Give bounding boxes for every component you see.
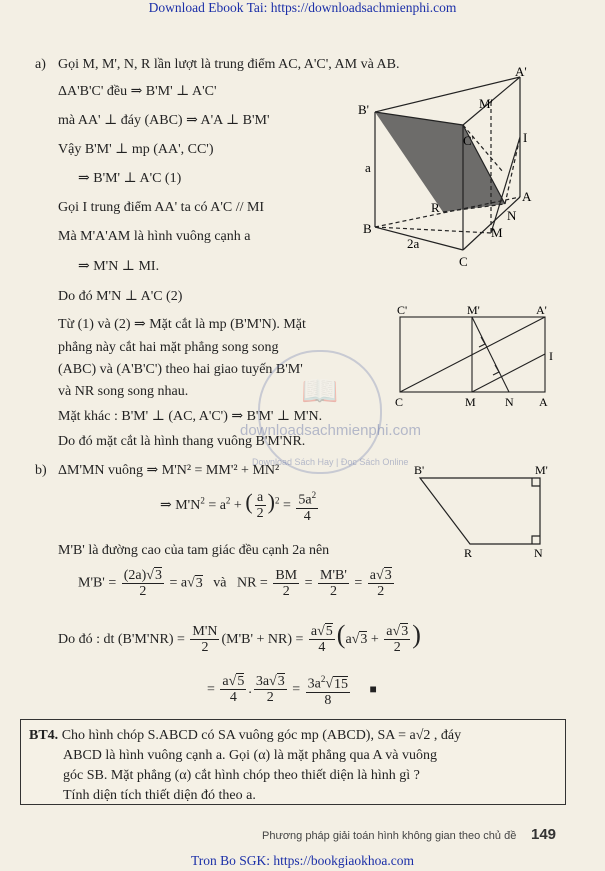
part-a-line-1: Gọi M, M', N, R lần lượt là trung điểm AC, A'C', AM và AB. (58, 57, 400, 72)
cross-section-shaded (375, 112, 505, 212)
bt4-line-4: Tính diện tích thiết diện đó theo a. (63, 788, 256, 803)
fig1-label-B1: B' (358, 102, 370, 117)
fig1-label-M: M (491, 225, 503, 240)
watermark-tagline: Download Sách Hay | Đọc Sách Online (252, 457, 409, 467)
page-number: 149 (531, 826, 557, 843)
fig2-label-N: N (505, 395, 514, 409)
bt4-label: BT4. (29, 728, 59, 743)
fig1-label-I: I (523, 130, 528, 145)
part-a-line-5: ⇒ B'M' ⊥ A'C (1) (78, 171, 182, 186)
part-a-line-10: Từ (1) và (2) ⇒ Mặt cắt là mp (B'M'N). Mặt (58, 317, 306, 332)
fig3-label-N: N (534, 546, 543, 560)
fig1-label-A1: A' (515, 64, 527, 79)
fig1-label-2a: 2a (407, 236, 420, 251)
part-a-line-9: Do đó M'N ⊥ A'C (2) (58, 289, 183, 304)
part-a-line-6: Gọi I trung điểm AA' ta có A'C // MI (58, 200, 265, 215)
part-a-line-13: và NR song song nhau. (58, 384, 189, 399)
fig1-label-M1: M' (479, 96, 493, 111)
bt4-line-2: ABCD là hình vuông cạnh a. Gọi (α) là mặt phẳng qua A và vuông (63, 748, 437, 763)
footer-title: Phương pháp giải toán hình không gian theo chủ đề (262, 830, 517, 842)
book-icon: 📖 (301, 375, 339, 408)
fig3-label-R: R (464, 546, 473, 560)
part-a-line-11: phẳng này cắt hai mặt phẳng song song (58, 340, 279, 355)
fig1-label-a: a (365, 160, 371, 175)
part-a-line-15: Do đó mặt cắt là hình thang vuông B'M'NR. (58, 434, 306, 449)
part-b-equation-2: ⇒ $M'N^2 = a^2$ + ( $\frac{a}{2}$ )$^2$ = $\frac{5a^2}{4}$ (160, 489, 317, 524)
bt4-line-1 (29, 726, 557, 746)
part-b-label: b) (35, 463, 47, 478)
part-b-equation-5: Do đó : dt (B'M'NR) = $\frac{M'N}{2}$ (M'B' + NR) = $\frac{a√5}{4}$ (a√3 + $\frac{a√3}{2}$ ) (58, 620, 421, 656)
fig2-label-C: C (395, 395, 404, 409)
fig1-label-C: C (459, 254, 468, 269)
fig1-label-B: B (363, 221, 372, 236)
prism-figure (355, 62, 580, 270)
part-b-line-1: ΔM'MN vuông ⇒ M'N² = MM'² + MN² (58, 463, 280, 478)
fig3-label-M1: M' (535, 463, 548, 477)
rectangle-figure (385, 302, 565, 412)
part-a-line-12: (ABC) và (A'B'C') theo hai giao tuyến B'M' (58, 362, 303, 377)
trapezoid-figure (410, 460, 560, 560)
fig1-label-C1: C' (463, 133, 475, 148)
part-a-label: a) (35, 57, 46, 72)
fig1-label-A: A (522, 189, 532, 204)
fig2-label-C1: C' (397, 303, 408, 317)
part-b-line-3: M'B' là đường cao của tam giác đều cạnh 2a nên (58, 543, 330, 558)
fig3-label-B1: B' (414, 463, 425, 477)
bt4-line-3: góc SB. Mặt phẳng (α) cắt hình chóp theo thiết diện là hình gì ? (63, 768, 420, 783)
part-a-line-7: Mà M'A'AM là hình vuông cạnh a (58, 229, 251, 244)
footer-download-link[interactable]: Tron Bo SGK: https://bookgiaokhoa.com (190, 853, 414, 868)
part-b-equation-6: = $\frac{a√5}{4}$ . $\frac{3a√3}{2}$ = $\frac{3a^2√15}{8}$ ■ (207, 674, 377, 708)
fig2-label-A: A (539, 395, 548, 409)
fig2-label-M: M (465, 395, 476, 409)
part-a-line-3: mà AA' ⊥ đáy (ABC) ⇒ A'A ⊥ B'M' (58, 113, 270, 128)
part-b-equation-4: M'B' = $\frac{(2a)√3}{2}$ = a√3 và NR = $\frac{BM}{2}$ = $\frac{M'B'}{2}$ = $\frac{a√3}{2}$ (78, 568, 392, 599)
fig2-label-A1: A' (536, 303, 547, 317)
part-a-line-8: ⇒ M'N ⊥ MI. (78, 259, 160, 274)
part-a-line-14: Mặt khác : B'M' ⊥ (AC, A'C') ⇒ B'M' ⊥ M'N. (58, 409, 323, 424)
fig1-label-R: R (431, 200, 440, 215)
watermark-logo (258, 350, 382, 474)
part-a-line-2: ΔA'B'C' đều ⇒ B'M' ⊥ A'C' (58, 84, 217, 99)
fig2-label-M1: M' (467, 303, 480, 317)
part-b-area-prefix: Do đó : dt (B'M'NR) = (58, 632, 185, 647)
watermark-site: downloadsachmienphi.com (240, 422, 421, 439)
fig2-label-I: I (549, 349, 553, 363)
header-download-link[interactable]: Download Ebook Tai: https://downloadsachmienphi.com (148, 0, 457, 15)
fig1-label-N: N (507, 208, 517, 223)
exercise-bt4-box (20, 719, 566, 805)
bt4-line-1-text: Cho hình chóp S.ABCD có SA vuông góc mp (ABCD), SA = a√2 , đáy (61, 728, 462, 743)
part-a-line-4: Vậy B'M' ⊥ mp (AA', CC') (58, 142, 214, 157)
